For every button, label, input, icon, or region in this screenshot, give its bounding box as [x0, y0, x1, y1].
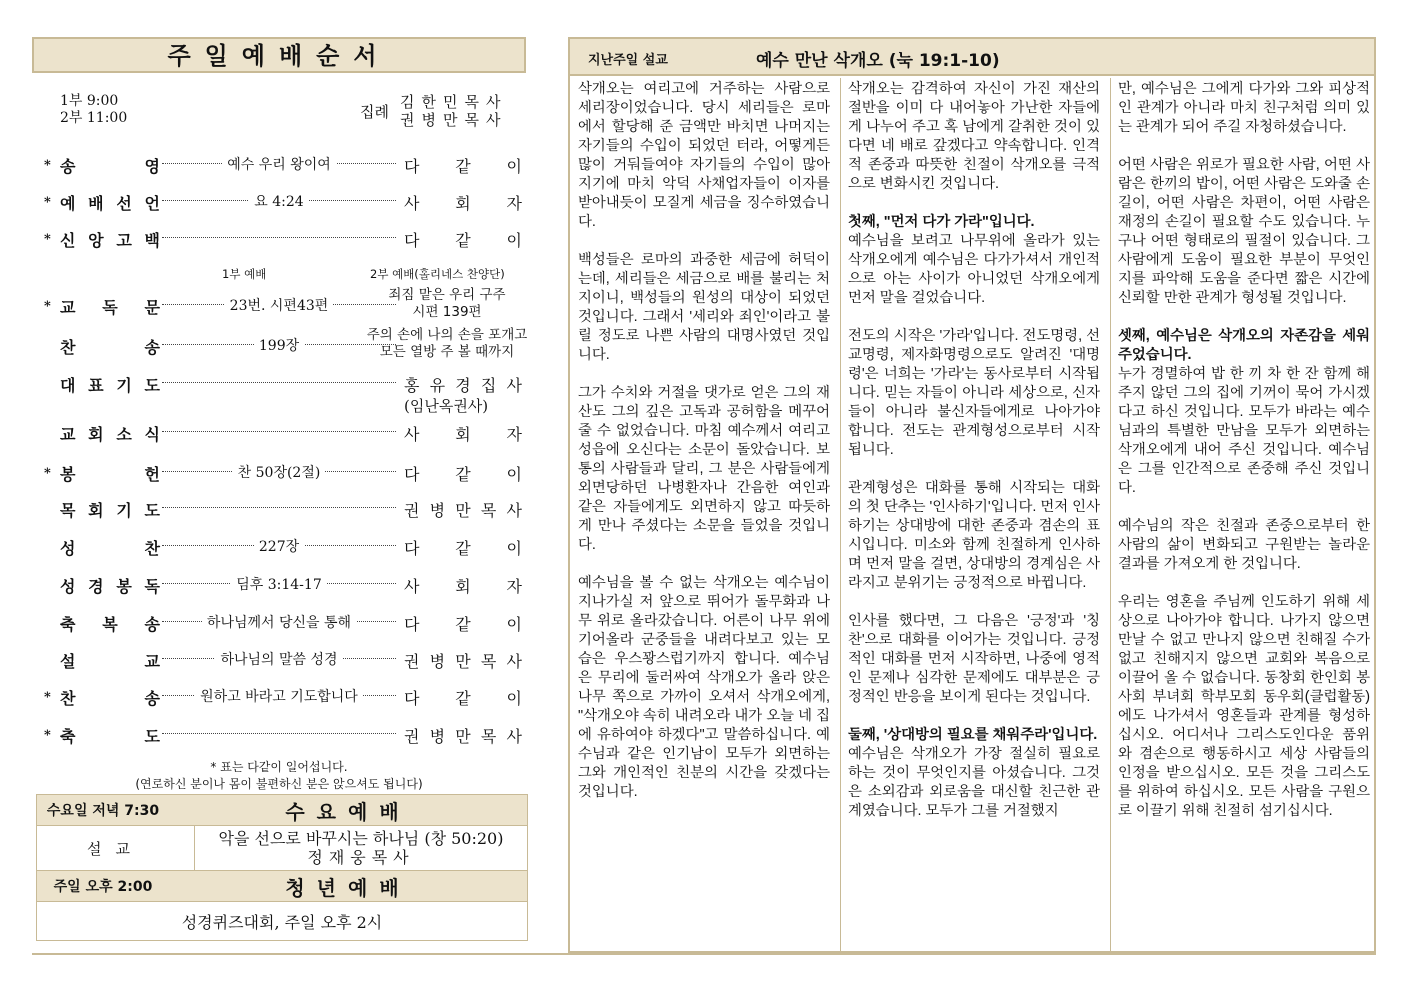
sermon-paragraph: 예수님을 볼 수 없는 삭개오는 예수님이 지나가실 저 앞으로 뛰어가 돌무화과 나무 위로 올라갔습니다. 어른이 나무 위에 기어올라 군중들을 내려다보고 있는 모습은 우스꽝스럽기까지 합니다. 예수님은 무리에 둘러싸여 삭개오가 올라 앉은 나무 쪽으로 가까이 오셔서 삭개오에게, "삭개오야 속히 내려오라 내가 오늘 네 집에 유하여야 하겠다"고 말씀하십니다. 예수님과 같은 인기남이 모두가 외면하는 그와 개인적인 친분의 시간을 갖겠다는 것입니다. — [578, 575, 830, 800]
order-item-leader: 사 회 자 — [404, 577, 522, 596]
presider-names — [400, 93, 507, 129]
sermon-paragraph: 백성들은 로마의 과중한 세금에 허덕이는데, 세리들은 세금으로 배를 불리는 처지이니, 백성들의 원성의 대상이 되었던 것입니다. 그래서 '세리와 죄인'이라고 불릴 정도로 나쁜 사람의 대명사였던 것입니다. — [578, 252, 830, 363]
standing-mark: * — [44, 232, 51, 247]
leader-dots — [162, 507, 396, 508]
order-item-name: 신 앙 고 백 — [60, 231, 160, 250]
order-row — [44, 154, 524, 176]
order-item-hymn-2: 죄짐 맡은 우리 구주 시편 139편 — [388, 287, 506, 320]
order-item-name: 성 경 봉 독 — [60, 577, 160, 596]
sermon-paragraph: 만, 예수님은 그에게 다가와 그와 피상적인 관계가 아니라 마치 친구처럼 의미 있는 관계가 되어 주길 자청하셨습니다. — [1118, 81, 1370, 135]
sermon-column-3 — [1118, 80, 1370, 840]
worship-order-title: 주일예배순서 — [32, 37, 526, 73]
column-divider — [840, 78, 841, 951]
order-item-name: 목 회 기 도 — [60, 501, 160, 520]
sermon-label: 지난주일 설교 — [588, 53, 668, 68]
order-item-detail: 찬 50장(2절) — [162, 462, 396, 482]
sermon-paragraph: 예수님의 작은 친절과 존중으로부터 한 사람의 삶이 변화되고 구원받는 놀라운 결과를 가져오게 한 것입니다. — [1118, 518, 1370, 572]
order-item-name: 대 표 기 도 — [60, 376, 160, 395]
sermon-paragraph: 그가 수치와 거절을 댓가로 얻은 그의 재산도 그의 깊은 고독과 공허함을 메꾸어 줄 수 없었습니다. 마침 예수께서 여리고 성읍에 오신다는 소문이 돌았습니다. 보통의 사람들과 달리, 그 분은 사람들에게 외면당하던 나병환자나 간음한 여인과 같은 자들에게도 외면하지 않고 따듯하게 만나 주셨다는 소문을 들었을 것입니다. — [578, 385, 830, 553]
standing-mark: * — [44, 195, 51, 210]
sermon-column-1 — [578, 80, 830, 821]
sermon-paragraph: 첫째, "먼저 다가 가라"입니다. — [848, 214, 1035, 230]
order-item-name: 설 교 — [60, 652, 160, 671]
seated-note: (연로하신 분이나 몸이 불편하신 분은 앉으셔도 됩니다) — [135, 777, 423, 791]
order-item-leader: 권 병 만 목 사 — [404, 501, 522, 520]
standing-mark: * — [44, 158, 51, 173]
presider-1: 김한민목사 — [400, 93, 508, 111]
youth-note-row — [37, 902, 527, 940]
order-row — [44, 228, 524, 250]
wednesday-title: 수요예배 — [169, 795, 527, 825]
order-item-detail: 199장 — [162, 335, 396, 355]
worship-order-panel — [32, 37, 526, 942]
sermon-paragraph: 셋째, 예수님은 삭개오의 자존감을 세워주었습니다. — [1118, 328, 1370, 363]
leader-dots — [162, 382, 396, 383]
wednesday-time: 수요일 저녁 7:30 — [37, 795, 169, 825]
order-item-leader: 다 같 이 — [404, 539, 522, 558]
order-item-name: 교 회 소 식 — [60, 425, 160, 444]
sermon-paragraph: 예수님을 보려고 나무위에 올라가 있는 삭개오에게 예수님은 다가가셔서 개인적으로 아는 사이가 아니었던 삭개오에게 먼저 말을 걸었습니다. — [848, 233, 1100, 306]
presider-label: 집례 — [360, 103, 389, 121]
order-row — [44, 191, 524, 213]
sermon-paragraph: 누가 경멸하여 밥 한 끼 차 한 잔 함께 해주지 않던 그의 집에 기꺼이 묵어 가시겠다고 하신 것입니다. 모두가 바라는 예수님과의 특별한 만남을 모두가 외면하는 삭개오에게 내어 주신 것입니다. 예수님은 그를 인간적으로 존중해 주신 것입니다. — [1118, 366, 1370, 496]
sermon-paragraph: 삭개오는 감격하여 자신이 가진 재산의 절반을 이미 다 내어놓아 가난한 자들에게 나누어 주고 혹 남에게 갈취한 것이 있다면 네 배로 갚겠다고 약속합니다. 인격적 존중과 따뜻한 친절이 삭개오를 극적으로 변화시킨 것입니다. — [848, 81, 1100, 192]
order-item-detail: 예수 우리 왕이여 — [162, 154, 396, 174]
standing-mark: * — [44, 690, 51, 705]
sermon-title: 예수 만난 삭개오 (눅 19:1-10) — [756, 51, 1000, 71]
order-item-name: 교 독 문 — [60, 298, 160, 317]
wednesday-header-row — [37, 795, 527, 826]
order-item-leader: 다 같 이 — [404, 615, 522, 634]
order-row — [44, 574, 524, 596]
order-item-leader: 홍 유 경 집 사 — [404, 376, 522, 395]
wednesday-sermon-row — [37, 826, 527, 871]
youth-note: 성경퀴즈대회, 주일 오후 2시 — [181, 912, 383, 932]
subhead-service-1: 1부 예배 — [222, 267, 267, 281]
order-item-name: 봉 헌 — [60, 465, 160, 484]
youth-title: 청년예배 — [169, 871, 527, 901]
order-item-name: 찬 송 — [60, 689, 160, 708]
wednesday-sermon-label: 설교 — [37, 826, 195, 870]
order-item-leader: 다 같 이 — [404, 231, 522, 250]
order-item-name: 축 복 송 — [60, 615, 160, 634]
order-row — [44, 686, 524, 708]
order-item-name: 축 도 — [60, 727, 160, 746]
order-row — [44, 724, 524, 746]
service-times — [60, 93, 127, 127]
wednesday-sermon-info — [195, 826, 527, 870]
order-item-leader: 사 회 자 — [404, 425, 522, 444]
leader-dots — [162, 237, 396, 238]
sermon-column-2 — [848, 80, 1100, 840]
order-item-detail: 하나님의 말씀 성경 — [162, 649, 396, 669]
service-time-2: 2부 11:00 — [60, 110, 128, 126]
order-item-leader: 다 같 이 — [404, 465, 522, 484]
order-item-name: 예 배 선 언 — [60, 194, 160, 213]
sermon-paragraph: 인사를 했다면, 그 다음은 '긍정'과 '칭찬'으로 대화를 이어가는 것입니다. 긍정적인 대화를 먼저 시작하면, 나중에 영적인 문제나 심각한 문제에도 대부분은 긍정적인 반응을 보이게 된다는 것입니다. — [848, 613, 1100, 705]
leader-dots — [162, 733, 396, 734]
wednesday-preacher: 정재웅목사 — [307, 848, 415, 867]
subhead-service-2: 2부 예배(홀리네스 찬양단) — [370, 267, 505, 281]
sermon-paragraph: 예수님은 삭개오가 가장 절실히 필요로 하는 것이 무엇인지를 아셨습니다. 그것은 소외감과 외로움을 대신할 친근한 관계였습니다. 모두가 그를 거절했지 — [848, 746, 1100, 819]
wednesday-sermon-title: 악을 선으로 바꾸시는 하나님 (창 50:20) — [218, 829, 504, 848]
order-item-leader: 다 같 이 — [404, 689, 522, 708]
standing-mark: * — [44, 466, 51, 481]
order-item-leader: 권 병 만 목 사 — [404, 652, 522, 671]
youth-time: 주일 오후 2:00 — [37, 871, 169, 901]
order-item-detail: 하나님께서 당신을 통해 — [162, 612, 396, 632]
standing-mark: * — [44, 299, 51, 314]
order-row — [44, 498, 524, 520]
order-item-name: 송 영 — [60, 157, 160, 176]
other-services-box — [36, 794, 528, 941]
order-item-detail: 원하고 바라고 기도합니다 — [162, 686, 396, 706]
column-divider — [1110, 78, 1111, 951]
order-row — [44, 287, 524, 320]
presider-2: 권병만목사 — [400, 111, 508, 129]
order-row — [44, 649, 524, 671]
sermon-paragraph: 삭개오는 여리고에 거주하는 사람으로 세리장이었습니다. 당시 세리들은 로마에서 할당해 준 금액만 바치면 나머지는 자기들의 수입이 되었던 터라, 어떻게든 많이 거둬들여야 자기들의 수입이 많아지기에 마치 악덕 사채업자들이 이자를 받아내듯이 모질게 세금을 징수하였습니다. — [578, 81, 830, 230]
order-row — [44, 422, 524, 444]
order-item-leader: 사 회 자 — [404, 194, 522, 213]
sermon-paragraph: 우리는 영혼을 주님께 인도하기 위해 세상으로 나아가야 합니다. 나가지 않으면 만날 수 없고 만나지 않으면 친해질 수가 없고 친해지지 않으면 교회와 복음으로 이끌어 올 수 없습니다. 동창회 한인회 봉사회 부녀회 학부모회 동우회(클럽활동)에도 나가셔서 영혼들과 관계를 형성하십시오. 어디서나 그리스도인다운 품위와 겸손으로 행동하시고 세상 사람들의 인정을 받으십시오. 모든 것을 그리스도를 위하여 하십시오. 모든 사람을 구원으로 이끌기 위해 친절히 섬기십시다. — [1118, 594, 1370, 819]
order-row — [44, 536, 524, 558]
sermon-paragraph: 관계형성은 대화를 통해 시작되는 대화의 첫 단추는 '인사하기'입니다. 먼저 인사하기는 상대방에 대한 존중과 겸손의 표시입니다. 미소와 함께 친절하게 인사하며 먼저 말을 걸면, 상대방의 경계심은 사라지고 분위기는 긍정적으로 바뀝니다. — [848, 480, 1100, 591]
order-row — [44, 462, 524, 484]
sermon-header — [570, 39, 1374, 76]
standing-mark: * — [44, 728, 51, 743]
order-item-detail: 딤후 3:14-17 — [162, 574, 396, 594]
order-item-leader: 다 같 이 — [404, 157, 522, 176]
order-item-detail: 23번. 시편43편 — [162, 295, 396, 315]
bottom-rule — [32, 953, 1376, 955]
service-time-1: 1부 9:00 — [60, 93, 119, 109]
order-item-name: 찬 송 — [60, 338, 160, 357]
leader-dots — [162, 431, 396, 432]
order-item-detail: 227장 — [162, 536, 396, 556]
standing-note: * 표는 다같이 일어섭니다. — [210, 760, 348, 774]
order-item-leader-alt: (임난옥권사) — [404, 397, 489, 415]
sermon-paragraph: 전도의 시작은 '가라'입니다. 전도명령, 선교명령, 제자화명령으로도 알려진 '대명령'은 너희는 '가라'는 동사로부터 시작됩니다. 믿는 자들이 아니라 세상으로, 신자들이 아니라 불신자들에게로 나아가야 합니다. 전도는 관계형성으로부터 시작됩니다. — [848, 328, 1100, 458]
sermon-panel — [568, 37, 1376, 953]
sermon-paragraph: 어떤 사람은 위로가 필요한 사람, 어떤 사람은 한끼의 밥이, 어떤 사람은 도와줄 손길이, 어떤 사람은 차편이, 어떤 사람은 재정의 손길이 필요할 수도 있습니다. 누구나 어떤 형태로의 필절이 있습니다. 그 사람에게 도움이 필요한 부분이 무엇인지를 파악해 도움을 준다면 짧은 시간에 신뢰할 만한 관계가 형성될 것입니다. — [1118, 157, 1370, 306]
order-row — [44, 327, 528, 360]
order-item-leader: 권 병 만 목 사 — [404, 727, 522, 746]
order-item-name: 성 찬 — [60, 539, 160, 558]
youth-header-row — [37, 871, 527, 902]
sermon-paragraph: 둘째, '상대방의 필요를 채워주라'입니다. — [848, 727, 1098, 743]
order-row — [44, 373, 524, 415]
order-item-hymn-2: 주의 손에 나의 손을 포개고 모든 열방 주 볼 때까지 — [366, 327, 528, 360]
order-item-detail: 요 4:24 — [162, 191, 396, 211]
order-row — [44, 612, 524, 634]
